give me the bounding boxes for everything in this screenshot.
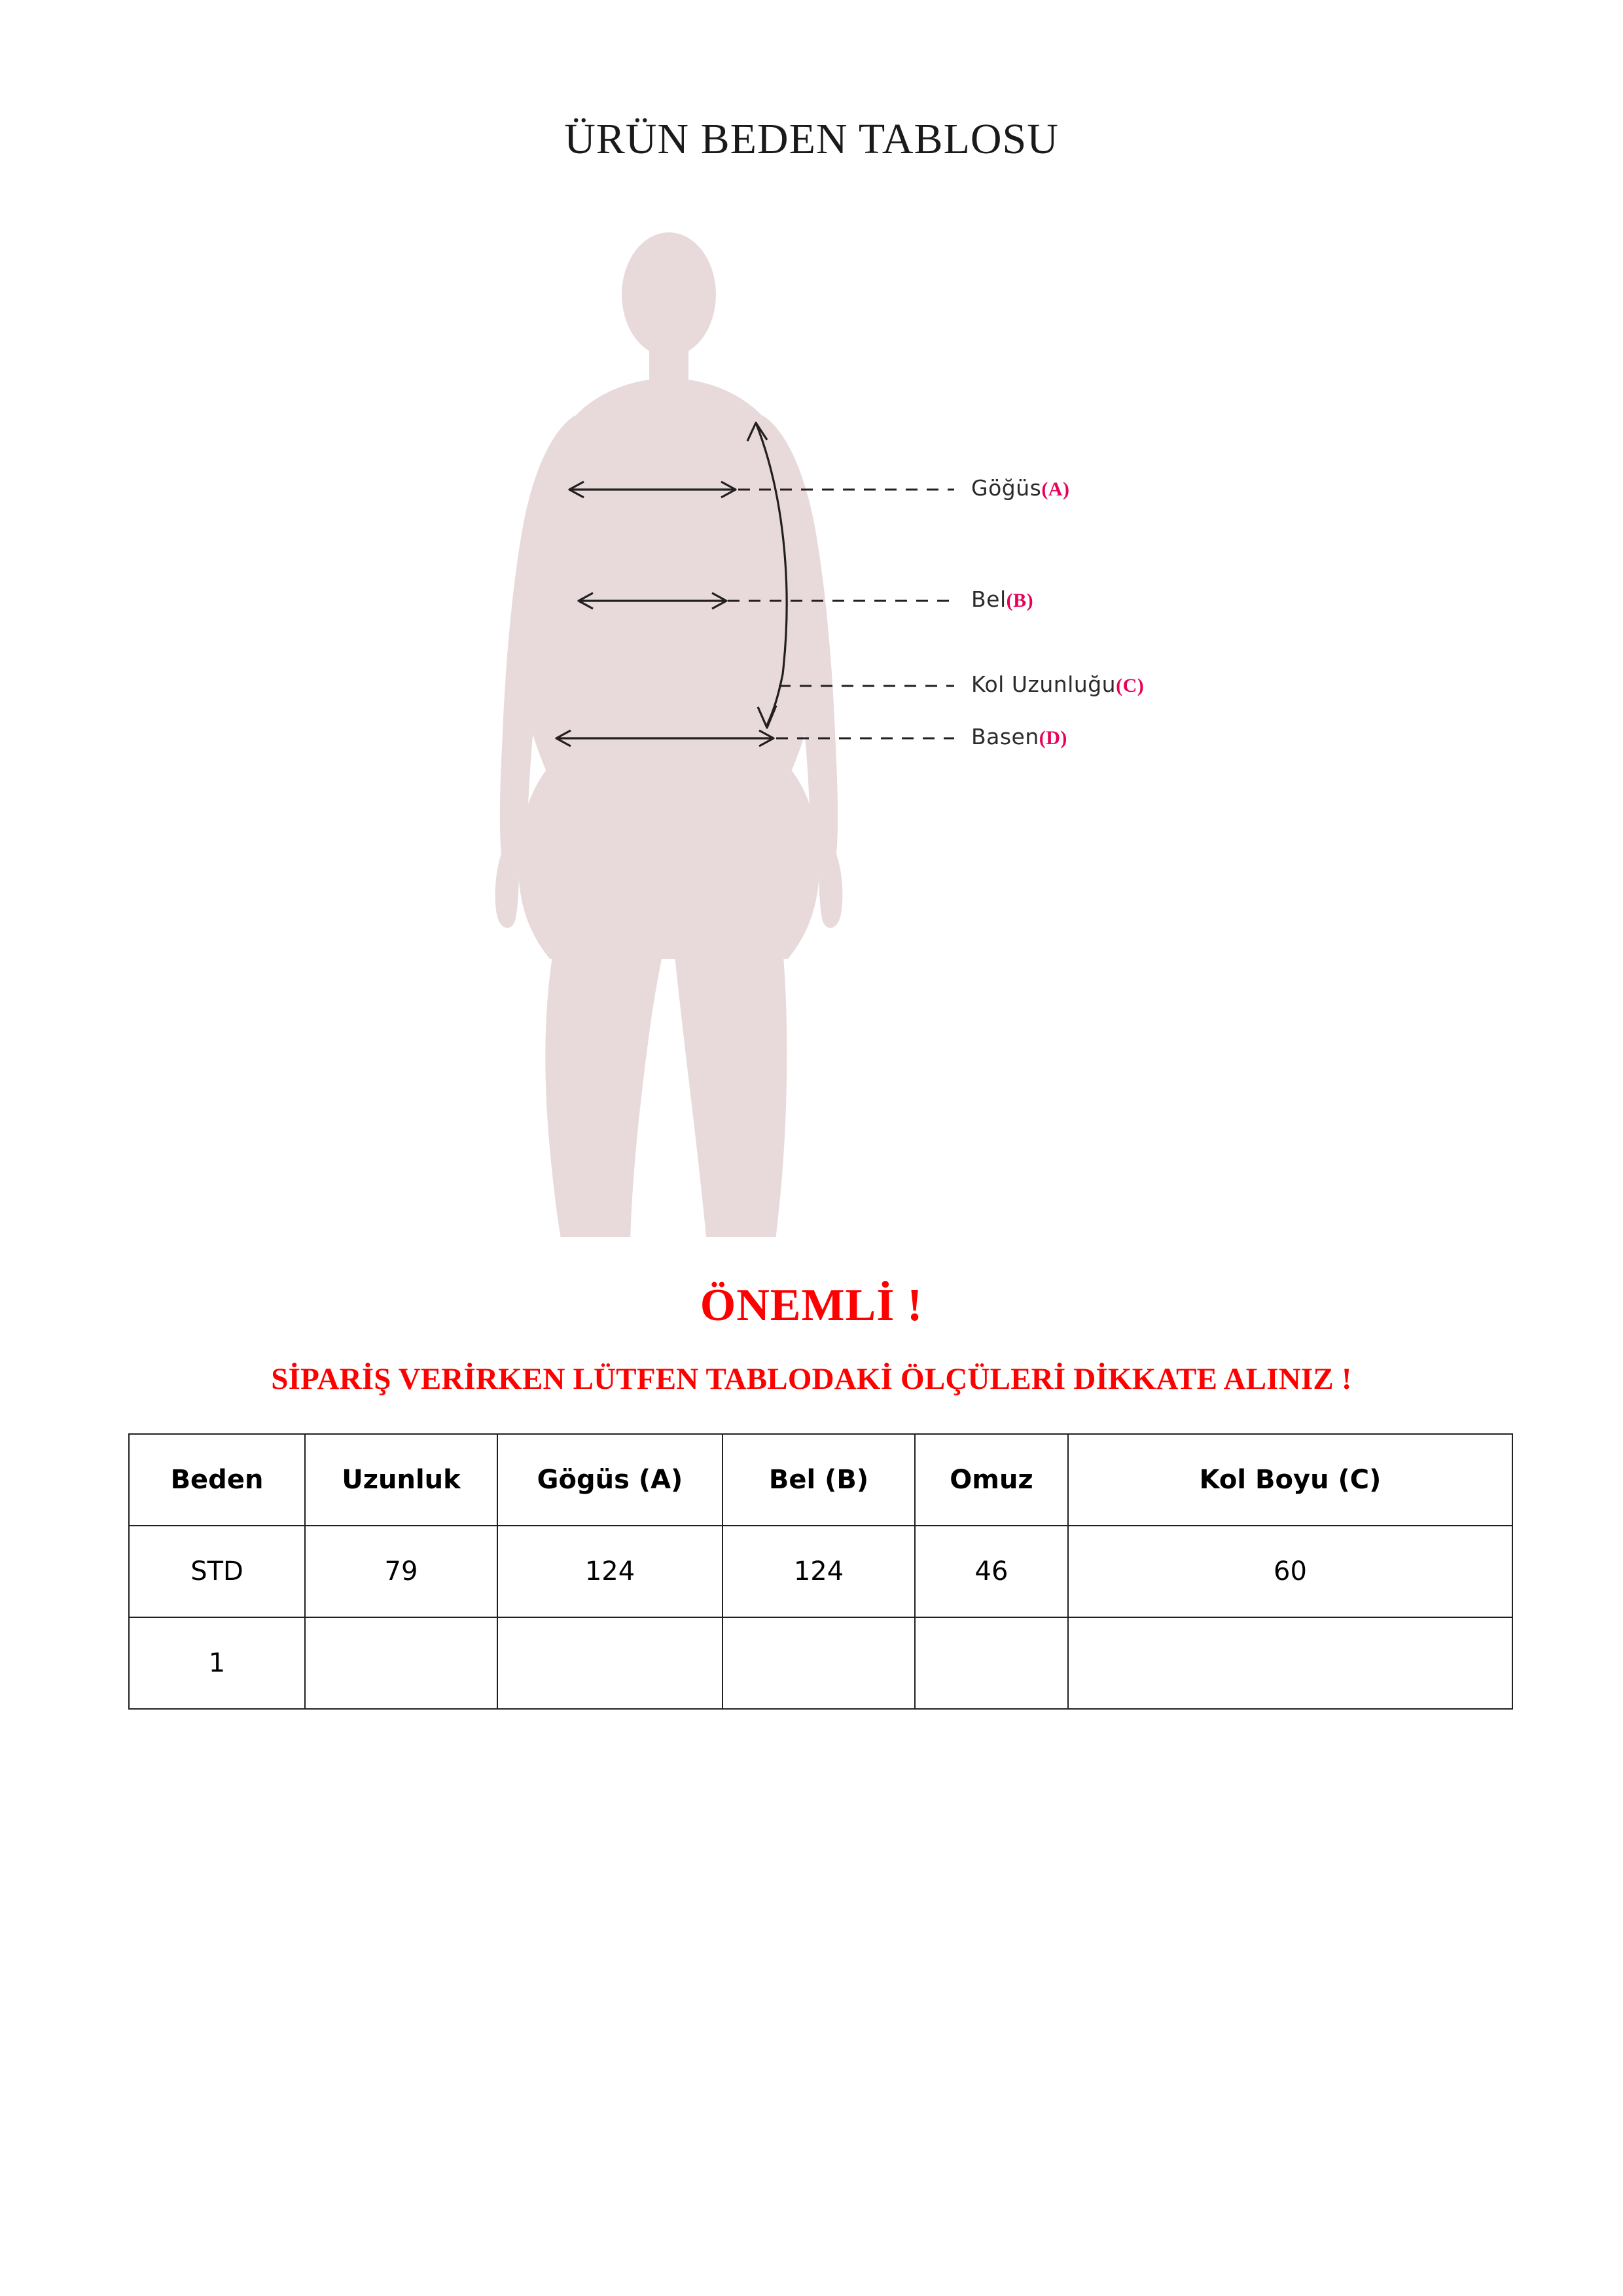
size-table <box>128 1433 1513 1710</box>
label-hip-text: Basen <box>971 724 1039 749</box>
table-cell-uzunluk: 79 <box>305 1526 497 1617</box>
table-cell-gogus: 124 <box>497 1526 722 1617</box>
important-heading: ÖNEMLİ ! <box>700 1280 923 1331</box>
table-header-bel: Bel (B) <box>722 1434 915 1526</box>
table-row <box>129 1526 1512 1617</box>
table-header-uzunluk: Uzunluk <box>305 1434 497 1526</box>
label-waist <box>971 586 1033 612</box>
table-cell-beden: 1 <box>129 1617 305 1709</box>
label-arm-length-code: (C) <box>1116 675 1145 696</box>
label-hip <box>971 724 1067 749</box>
table-cell-kol: 60 <box>1068 1526 1512 1617</box>
table-cell-uzunluk <box>305 1617 497 1709</box>
label-waist-code: (B) <box>1006 590 1034 611</box>
important-notice-text: SİPARİŞ VERİRKEN LÜTFEN TABLODAKİ ÖLÇÜLERİ DİKKATE ALINIZ ! <box>271 1362 1352 1396</box>
body-silhouette-svg <box>0 216 1623 1237</box>
table-header-row <box>129 1434 1512 1526</box>
label-bust-text: Göğüs <box>971 475 1042 501</box>
table-cell-beden: STD <box>129 1526 305 1617</box>
table-header-omuz: Omuz <box>915 1434 1068 1526</box>
table-cell-gogus <box>497 1617 722 1709</box>
table-cell-bel: 124 <box>722 1526 915 1617</box>
label-arm-length <box>971 672 1144 697</box>
label-hip-code: (D) <box>1039 727 1067 749</box>
female-body-silhouette <box>495 232 843 1237</box>
table-cell-kol <box>1068 1617 1512 1709</box>
label-bust <box>971 475 1069 501</box>
table-header-beden: Beden <box>129 1434 305 1526</box>
table-header-kol: Kol Boyu (C) <box>1068 1434 1512 1526</box>
table-header-gogus: Gögüs (A) <box>497 1434 722 1526</box>
label-arm-length-text: Kol Uzunluğu <box>971 672 1116 697</box>
table-row <box>129 1617 1512 1709</box>
page-title: ÜRÜN BEDEN TABLOSU <box>564 115 1059 163</box>
label-waist-text: Bel <box>971 586 1007 612</box>
table-cell-bel <box>722 1617 915 1709</box>
table-cell-omuz: 46 <box>915 1526 1068 1617</box>
size-diagram <box>0 216 1623 1237</box>
table-cell-omuz <box>915 1617 1068 1709</box>
label-bust-code: (A) <box>1041 478 1070 500</box>
